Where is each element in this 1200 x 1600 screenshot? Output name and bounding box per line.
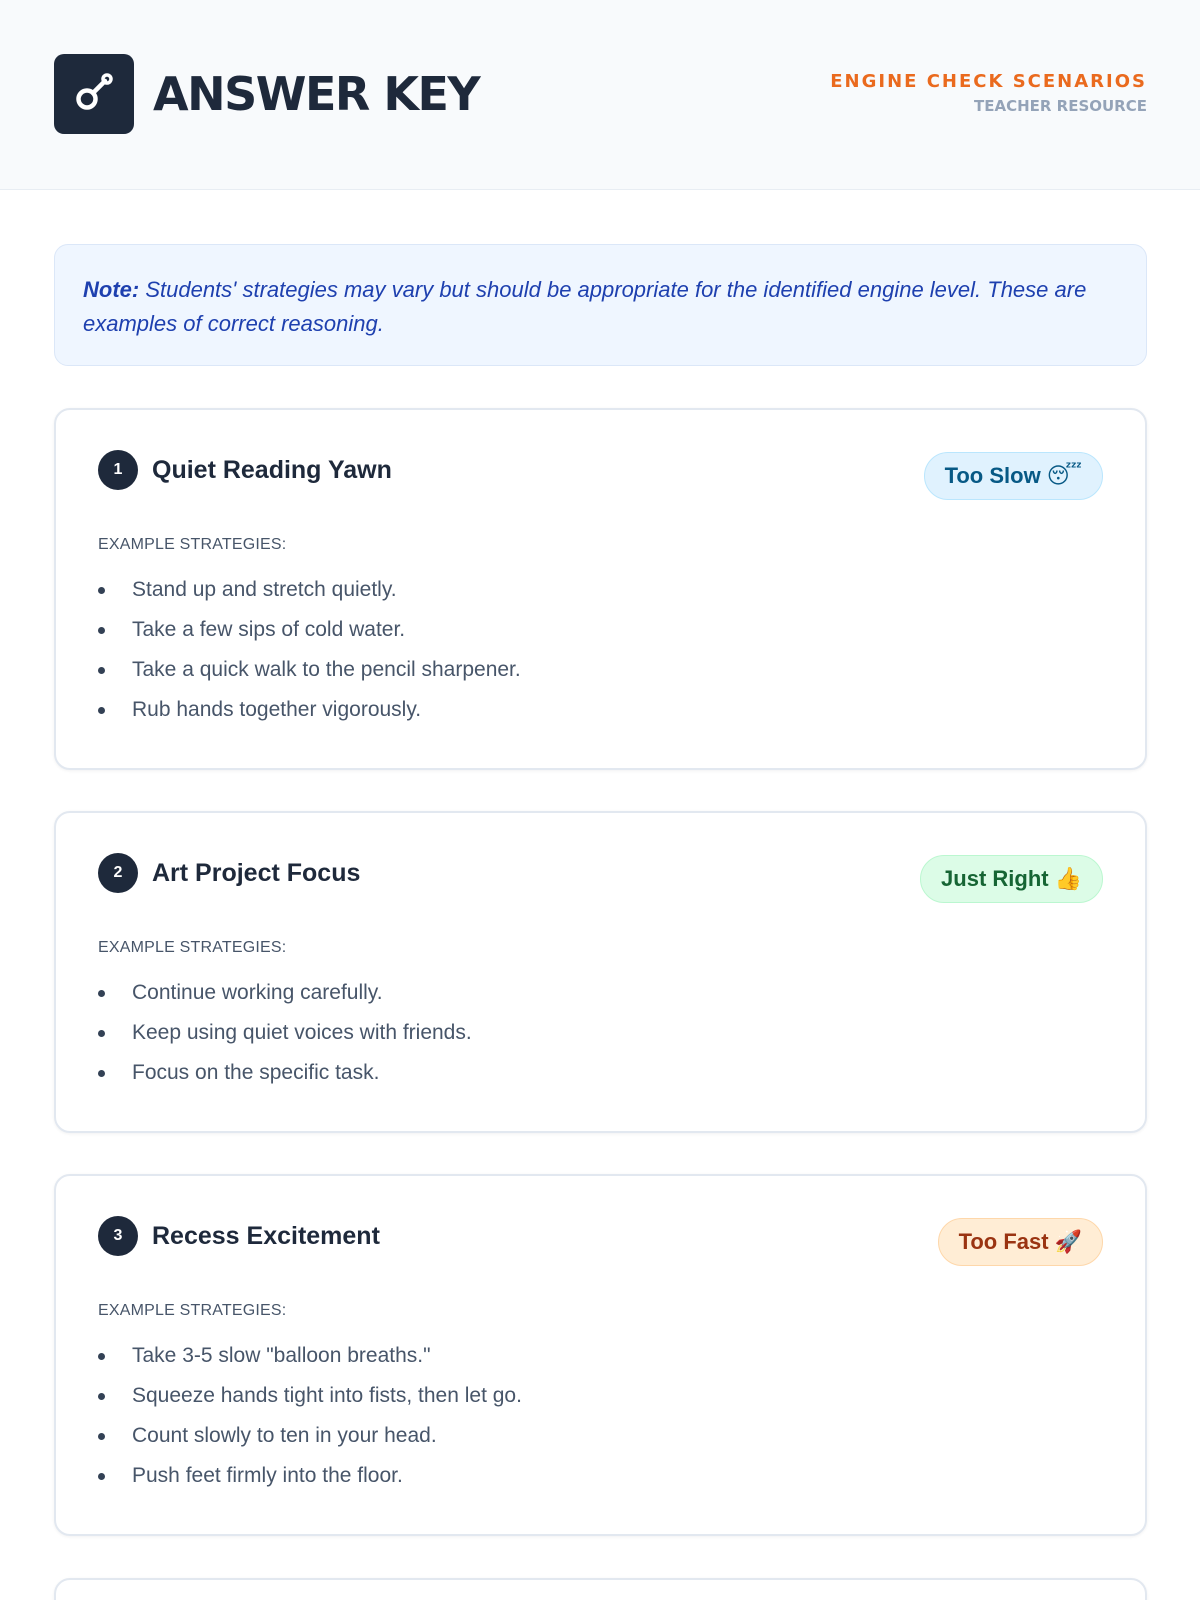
- scenario-card: [54, 811, 1147, 1133]
- list-item: Rub hands together vigorously.: [98, 690, 521, 730]
- card-heading: [98, 1216, 380, 1256]
- page-title: ANSWER KEY: [153, 67, 480, 121]
- strategies-label: EXAMPLE STRATEGIES:: [98, 536, 287, 553]
- strategy-list: [98, 973, 472, 1093]
- badge-label: Too Slow: [944, 463, 1041, 488]
- scenario-title: Recess Excitement: [152, 1221, 380, 1250]
- subkicker-text: TEACHER RESOURCE: [973, 97, 1147, 115]
- list-item: Focus on the specific task.: [98, 1053, 472, 1093]
- list-item: Count slowly to ten in your head.: [98, 1416, 522, 1456]
- engine-level-badge: [924, 452, 1103, 500]
- scenario-title: Art Project Focus: [152, 858, 361, 887]
- scenario-card: [54, 1174, 1147, 1536]
- card-heading: [98, 853, 360, 893]
- thumbs-up-icon: 👍: [1054, 866, 1082, 891]
- card-heading: [98, 450, 392, 490]
- list-item: Take a few sips of cold water.: [98, 610, 521, 650]
- list-item: Squeeze hands tight into fists, then let go.: [98, 1376, 522, 1416]
- note-label: Note:: [83, 277, 140, 302]
- key-icon: [70, 68, 118, 121]
- rocket-icon: 🚀: [1054, 1229, 1082, 1254]
- badge-label: Too Fast: [958, 1229, 1049, 1254]
- note-box: [54, 244, 1147, 366]
- strategy-list: [98, 570, 521, 730]
- list-item: Keep using quiet voices with friends.: [98, 1013, 472, 1053]
- logo: [54, 54, 134, 134]
- scenario-number: 3: [98, 1216, 138, 1256]
- strategies-label: EXAMPLE STRATEGIES:: [98, 1302, 287, 1319]
- scenario-number: 1: [98, 450, 138, 490]
- scenario-card: [54, 1578, 1147, 1600]
- list-item: Push feet firmly into the floor.: [98, 1456, 522, 1496]
- strategies-label: EXAMPLE STRATEGIES:: [98, 939, 287, 956]
- engine-level-badge: [938, 1218, 1103, 1266]
- kicker-text: ENGINE CHECK SCENARIOS: [830, 71, 1147, 92]
- engine-level-badge: [920, 855, 1103, 903]
- scenario-card: [54, 408, 1147, 770]
- list-item: Take a quick walk to the pencil sharpener.: [98, 650, 521, 690]
- page-header: [0, 0, 1200, 190]
- badge-label: Just Right: [941, 866, 1049, 891]
- note-text: Students' strategies may vary but should be appropriate for the identified engine level. These are examples of correct reasoning.: [83, 277, 1087, 336]
- list-item: Stand up and stretch quietly.: [98, 570, 521, 610]
- scenario-number: 2: [98, 853, 138, 893]
- header-meta: [830, 70, 1147, 116]
- list-item: Take 3-5 slow "balloon breaths.": [98, 1336, 522, 1376]
- strategy-list: [98, 1336, 522, 1496]
- list-item: Continue working carefully.: [98, 973, 472, 1013]
- sleepy-face-icon: 😴: [1046, 463, 1082, 488]
- scenario-title: Quiet Reading Yawn: [152, 455, 392, 484]
